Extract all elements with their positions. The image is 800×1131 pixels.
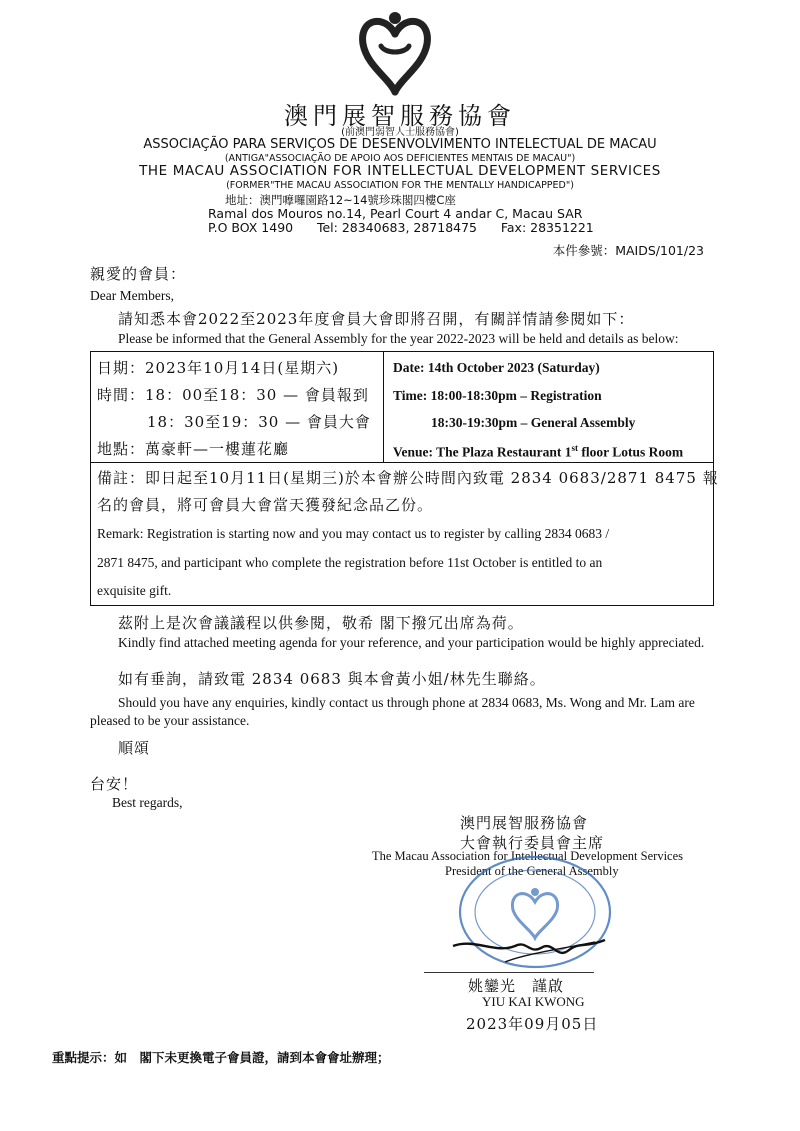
greeting-en: Dear Members, [90, 288, 174, 303]
date-en: Date: 14th October 2023 (Saturday) [393, 360, 600, 375]
enquiry-en-line1: Should you have any enquiries, kindly contact us through phone at 2834 0683, Ms. Wong and Mr. Lam are [118, 695, 695, 710]
org-name-pt: ASSOCIAÇÃO PARA SERVIÇOS DE DESENVOLVIMENTO INTELECTUAL DE MACAU [143, 137, 657, 152]
regards-zh-1: 順頌 [118, 739, 151, 757]
table-divider [383, 352, 384, 462]
signature-title-zh: 大會執行委員會主席 [460, 834, 605, 852]
enquiry-zh: 如有垂詢，請致電 2834 0683 與本會黃小姐/林先生聯絡。 [118, 670, 546, 688]
remark-box [90, 461, 719, 606]
association-logo [355, 6, 435, 96]
org-name-zh: 澳門展智服務協會 [284, 102, 516, 130]
signature-org-en: The Macau Association for Intellectual Development Services [372, 849, 684, 863]
intro-zh: 請知悉本會2022至2023年度會員大會即將召開，有關詳情請參閱如下： [118, 310, 635, 328]
signatory-name-en: YIU KAI KWONG [482, 994, 585, 1009]
intro-en: Please be informed that the General Assembly for the year 2022-2023 will be held and details as below: [118, 331, 679, 346]
event-details-table [90, 351, 714, 463]
remark-en-line3: exquisite gift. [97, 583, 172, 598]
address-zh: 地址：澳門嚤囉園路12~14號珍珠閣四樓C座 [225, 193, 456, 207]
address-pt: Ramal dos Mouros no.14, Pearl Court 4 andar C, Macau SAR [208, 206, 583, 221]
enquiry-en-line2: pleased to be your assistance. [90, 713, 250, 728]
reference-number: 本件參號：MAIDS/101/23 [552, 243, 704, 258]
venue-zh: 地點：萬豪軒—一樓蓮花廳 [97, 440, 290, 458]
remark-zh-line1: 備註：即日起至10月11日(星期三)於本會辦公時間內致電 2834 0683/2871 8475 報 [97, 469, 719, 487]
agenda-zh: 茲附上是次會議議程以供參閱，敬希 閣下撥冗出席為荷。 [118, 614, 524, 632]
contact-info: P.O BOX 1490 Tel: 28340683, 28718475 Fax: 28351221 [208, 220, 594, 235]
remark-en-line1: Remark: Registration is starting now and you may contact us to register by calling 2834 0683 / [97, 526, 610, 541]
signatory-name-zh: 姚鑾光 謹啟 [468, 977, 565, 995]
date-zh: 日期：2023年10月14日(星期六) [97, 359, 340, 377]
time-zh-registration: 時間：18：00至18：30 — 會員報到 [97, 386, 369, 404]
signature-line [424, 972, 594, 973]
venue-en: Venue: The Plaza Restaurant 1st floor Lotus Room [393, 443, 684, 460]
signature-title-en: President of the General Assembly [445, 864, 619, 878]
remark-en-line2: 2871 8475, and participant who complete the registration before 11st October is entitled to an [97, 555, 603, 570]
remark-zh-line2: 名的會員，將可會員大會當天獲發紀念品乙份。 [97, 496, 434, 514]
important-notice: 重點提示：如 閣下未更換電子會員證，請到本會會址辦理； [52, 1050, 390, 1065]
letter-date: 2023年09月05日 [466, 1015, 599, 1033]
time-en-assembly: 18:30-19:30pm – General Assembly [431, 415, 636, 430]
signature-org-zh: 澳門展智服務協會 [460, 814, 589, 832]
time-zh-assembly: 18：30至19：30 — 會員大會 [147, 413, 371, 431]
time-en-registration: Time: 18:00-18:30pm – Registration [393, 388, 602, 403]
regards-en: Best regards, [112, 795, 183, 810]
org-former-name-pt: (ANTIGA"ASSOCIAÇÃO DE APOIO AOS DEFICIENTES MENTAIS DE MACAU") [224, 153, 576, 164]
org-name-en: THE MACAU ASSOCIATION FOR INTELLECTUAL DEVELOPMENT SERVICES [139, 163, 661, 179]
org-former-name-en: (FORMER"THE MACAU ASSOCIATION FOR THE MENTALLY HANDICAPPED") [226, 180, 574, 191]
agenda-en: Kindly find attached meeting agenda for your reference, and your participation would be highly appreciated. [118, 635, 705, 650]
greeting-zh: 親愛的會員： [90, 265, 187, 283]
org-former-name-zh: (前澳門弱智人士服務協會) [341, 127, 459, 138]
regards-zh-2: 台安！ [90, 775, 139, 793]
